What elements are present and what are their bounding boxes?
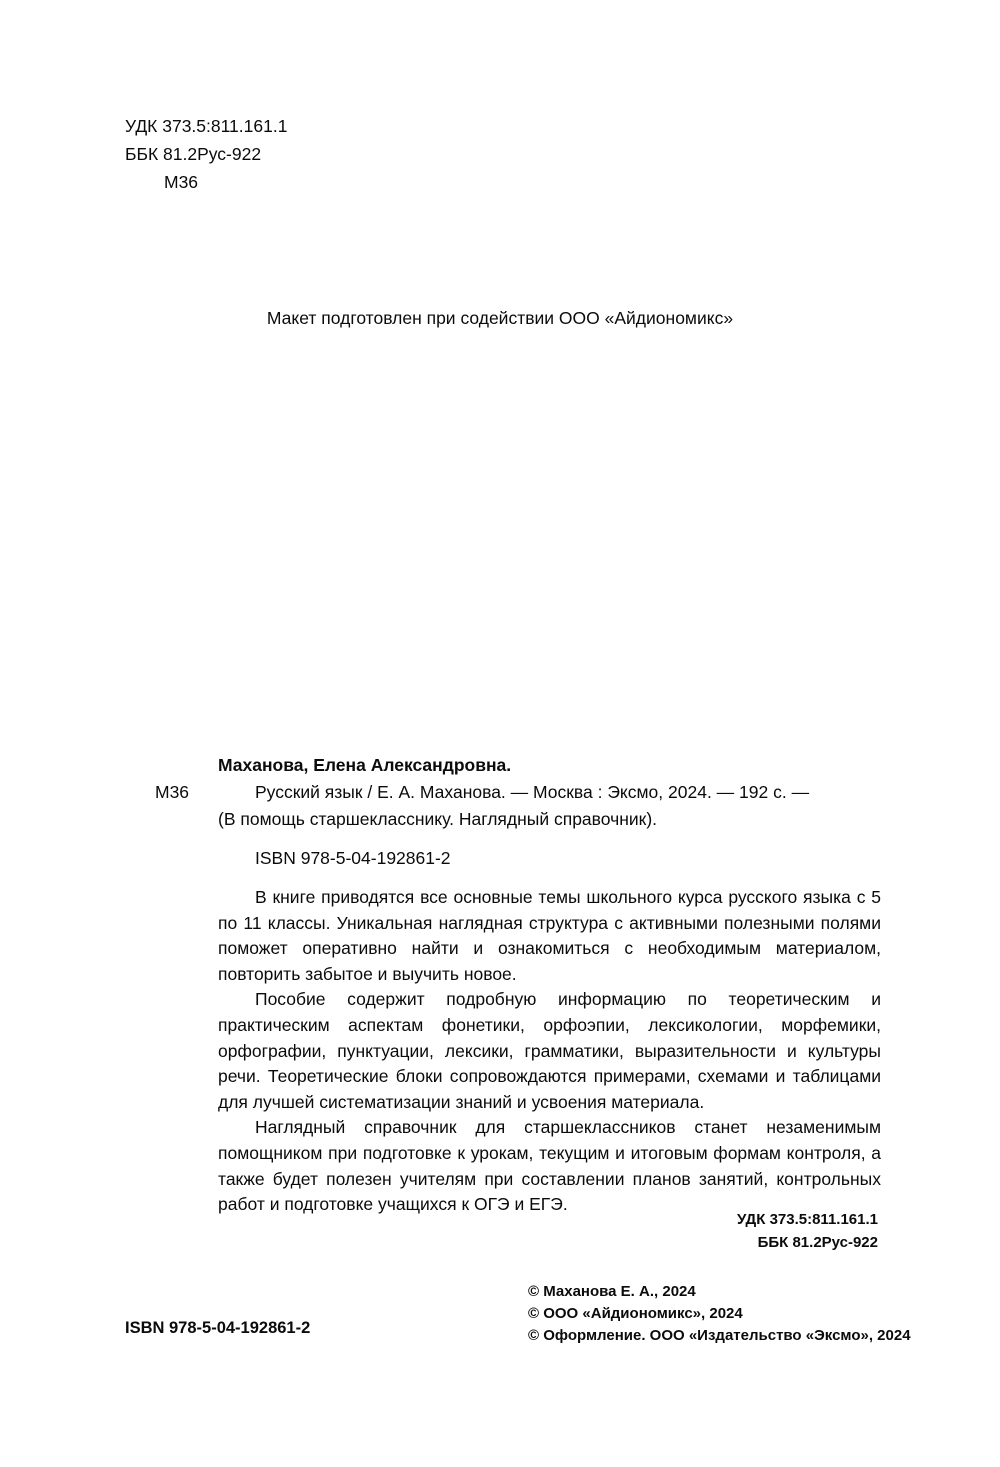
annotation-paragraph-1: В книге приводятся все основные темы школьного курса русского языка с 5 по 11 классы. Уникальная наглядная структура с активными полезными полями поможет оперативно найти и ознакомиться с необходимым материалом, повторить забытое и выучить новое. [218,887,881,984]
copyright-line-eksmo: © Оформление. ООО «Издательство «Эксмо», 2024 [528,1327,911,1344]
annotation-paragraph-3: Наглядный справочник для старшеклассников станет незаменимым помощником при подготовке к урокам, текущим и итоговым формам контроля, а также будет полезен учителям при составлении планов занятий, контрольных работ и подготовке учащихся к ОГЭ и ЕГЭ. [218,1117,881,1215]
author-sign-margin: М36 [155,782,190,802]
catalog-bib-line2: (В помощь старшекласснику. Наглядный справочник). [218,809,658,829]
annotation-block [218,885,881,1218]
bbk-code-bottom: ББК 81.2Рус-922 [757,1234,878,1251]
copyright-line-author: © Маханова Е. А., 2024 [528,1283,696,1300]
catalog-author: Маханова, Елена Александровна. [218,755,512,775]
author-sign-top: М36 [164,172,199,192]
copyright-line-aidionomiks: © ООО «Айдиономикс», 2024 [528,1305,743,1322]
udk-code-top: УДК 373.5:811.161.1 [125,116,288,136]
udk-code-bottom: УДК 373.5:811.161.1 [736,1211,878,1228]
bottom-isbn: ISBN 978-5-04-192861-2 [125,1319,311,1337]
layout-credit-line: Макет подготовлен при содействии ООО «Айдиономикс» [266,308,734,328]
copyright-block [528,1281,911,1347]
catalog-isbn: ISBN 978-5-04-192861-2 [255,848,451,868]
top-codes-block [125,112,287,196]
bottom-codes-block [737,1208,878,1254]
annotation-paragraph-2: Пособие содержит подробную информацию по теоретическим и практическим аспектам фонетики, орфоэпии, лексикологии, морфемики, орфографии, пунктуации, лексики, грамматики, выразительности и культуры речи. Теоретические блоки сопровождаются примерами, схемами и таблицами для лучшей систематизации знаний и усвоения материала. [218,989,881,1112]
catalog-entry [155,752,881,1218]
bbk-code-top: ББК 81.2Рус-922 [125,144,262,164]
catalog-bib-line1: Русский язык / Е. А. Маханова. — Москва : Эксмо, 2024. — 192 с. — [255,782,810,802]
